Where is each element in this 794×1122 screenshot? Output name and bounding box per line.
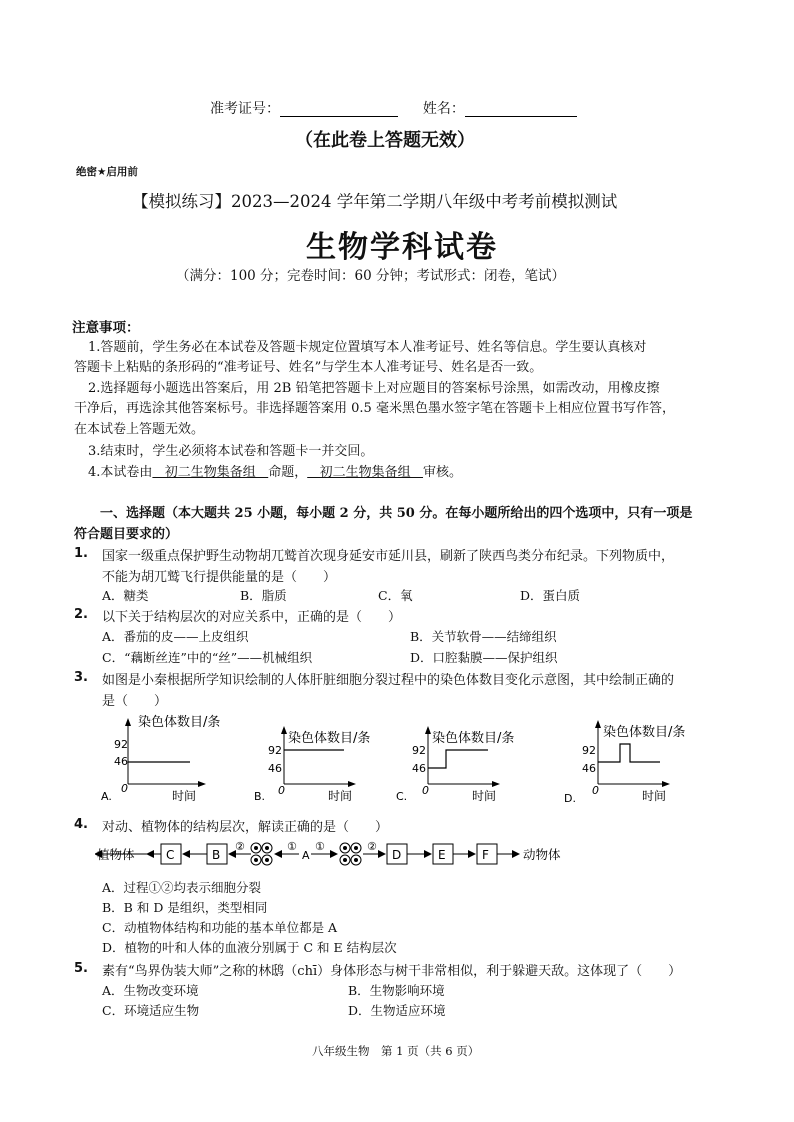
box-e-label: E <box>438 848 446 862</box>
graph-b-ylabel: 染色体数目/条 <box>288 731 371 746</box>
question-2-number: 2. <box>74 607 88 622</box>
graph-d-line <box>598 744 660 762</box>
question-3-stem-line-2: 是（ ） <box>102 694 168 709</box>
note-1-line-2: 答题卡上粘贴的条形码的“准考证号、姓名”与学生本人准考证号、姓名是否一致。 <box>74 360 543 375</box>
question-4-option-b[interactable]: B．B 和 D 是组织，类型相同 <box>102 900 268 915</box>
graph-a-tick-92: 92 <box>114 738 128 751</box>
question-3-option-b[interactable]: B. <box>254 790 266 803</box>
graph-d-tick-46: 46 <box>582 762 596 775</box>
graph-d-xlabel: 时间 <box>642 789 667 803</box>
box-d-label: D <box>392 848 402 862</box>
graph-b <box>254 726 370 803</box>
animal-body-label: 动物体 <box>523 847 561 862</box>
graph-c-xlabel: 时间 <box>472 789 497 803</box>
question-2-option-b[interactable]: B．关节软骨——结缔组织 <box>410 629 557 644</box>
graph-d <box>564 720 685 805</box>
question-1-stem-line-2: 不能为胡兀鹫飞行提供能量的是（ ） <box>102 570 337 585</box>
note-4-group-1: 初二生物集备组 <box>152 465 269 480</box>
exam-id-row <box>210 98 577 118</box>
question-1-option-d[interactable]: D．蛋白质 <box>520 588 581 603</box>
secret-label: 绝密★启用前 <box>76 166 138 178</box>
graph-c-tick-92: 92 <box>412 744 426 757</box>
step-2-right: ② <box>367 840 377 853</box>
exam-info: （满分：100 分；完卷时间：60 分钟；考试形式：闭卷，笔试） <box>176 268 566 284</box>
question-4-option-a[interactable]: A．过程①②均表示细胞分裂 <box>102 880 262 895</box>
cell-cluster-right-icon <box>340 843 361 865</box>
name-label: 姓名： <box>422 101 465 117</box>
section-1-heading-line-2: 符合题目要求的） <box>74 527 179 542</box>
graph-c <box>396 726 514 803</box>
question-2-option-c[interactable]: C．“藕断丝连”中的“丝”——机械组织 <box>102 650 313 665</box>
section-1-heading-line-1: 一、选择题（本大题共 25 小题，每小题 2 分，共 50 分。在每小题所给出的四个选项中，只有一项是 <box>100 506 693 521</box>
question-5-option-b[interactable]: B．生物影响环境 <box>348 983 445 998</box>
cell-cluster-left-icon <box>251 843 272 865</box>
question-5-stem-line-1: 素有“鸟界伪装大师”之称的林鸱（chī）身体形态与树干非常相似，利于躲避天敌。这体现了（ ） <box>102 964 682 979</box>
step-1-right: ① <box>315 840 325 853</box>
graph-a-xlabel: 时间 <box>172 789 197 803</box>
graph-c-tick-46: 46 <box>412 762 426 775</box>
question-4-option-d[interactable]: D．植物的叶和人体的血液分别属于 C 和 E 结构层次 <box>102 940 397 955</box>
note-4 <box>88 461 462 480</box>
graph-b-xlabel: 时间 <box>328 789 353 803</box>
step-2-left: ② <box>235 840 245 853</box>
box-c-label: C <box>166 848 175 862</box>
graph-b-tick-46: 46 <box>268 762 282 775</box>
question-1-stem-line-1: 国家一级重点保护野生动物胡兀鹫首次现身延安市延川县，刷新了陕西鸟类分布纪录。下列物质中， <box>102 549 675 564</box>
question-3-option-a[interactable]: A. <box>101 790 112 803</box>
note-4-mid: 命题， <box>268 465 308 480</box>
question-5-option-d[interactable]: D．生物适应环境 <box>348 1003 446 1018</box>
graph-d-ylabel: 染色体数目/条 <box>603 725 686 740</box>
graph-a-origin: 0 <box>121 782 128 795</box>
note-4-prefix: 4.本试卷由 <box>88 465 153 480</box>
box-f-label: F <box>482 848 489 862</box>
note-3: 3.结束时，学生必须将本试卷和答题卡一并交回。 <box>88 444 374 459</box>
graph-d-tick-92: 92 <box>582 744 596 757</box>
question-1-number: 1. <box>74 546 88 561</box>
graph-c-origin: 0 <box>422 784 429 797</box>
page-title: 生物学科试卷 <box>306 230 498 265</box>
question-3-option-d[interactable]: D. <box>564 792 576 805</box>
plant-body-label: 植物体 <box>97 847 135 862</box>
question-5-option-a[interactable]: A．生物改变环境 <box>102 983 199 998</box>
question-3-stem-line-1: 如图是小秦根据所学知识绘制的人体肝脏细胞分裂过程中的染色体数目变化示意图，其中绘制正确的 <box>102 673 675 688</box>
question-3-option-c[interactable]: C. <box>396 790 408 803</box>
note-4-group-2: 初二生物集备组 <box>307 465 424 480</box>
page-footer: 八年级生物 第 1 页（共 6 页） <box>312 1044 480 1058</box>
question-4-number: 4. <box>74 817 88 832</box>
box-b-label: B <box>212 848 221 862</box>
graph-a-tick-46: 46 <box>114 755 128 768</box>
question-4-stem-line-1: 对动、植物体的结构层次，解读正确的是（ ） <box>102 820 389 835</box>
question-1-option-c[interactable]: C．氧 <box>378 588 413 603</box>
question-1-option-a[interactable]: A．糖类 <box>102 588 149 603</box>
invalid-note: （在此卷上答题无效） <box>295 130 475 151</box>
notes-heading: 注意事项： <box>72 320 140 336</box>
question-5-number: 5. <box>74 961 88 976</box>
question-4-option-c[interactable]: C．动植物体结构和功能的基本单位都是 A <box>102 920 338 935</box>
question-3-number: 3. <box>74 670 88 685</box>
graph-d-origin: 0 <box>592 784 599 797</box>
question-2-option-d[interactable]: D．口腔黏膜——保护组织 <box>410 650 558 665</box>
graph-b-tick-92: 92 <box>268 744 282 757</box>
graph-c-ylabel: 染色体数目/条 <box>432 731 515 746</box>
graph-a <box>101 714 220 803</box>
question-1-option-b[interactable]: B．脂质 <box>240 588 287 603</box>
question-2-option-a[interactable]: A．番茄的皮——上皮组织 <box>102 629 249 644</box>
graph-c-line <box>428 750 488 768</box>
exam-title-line: 【模拟练习】2023—2024 学年第二学期八年级中考考前模拟测试 <box>132 192 618 211</box>
note-2-line-2: 干净后，再选涂其他答案标号。非选择题答案用 0.5 毫米黑色墨水签字笔在答题卡上相应位置书写作答， <box>74 401 675 416</box>
exam-id-field[interactable] <box>280 102 398 117</box>
graph-a-ylabel: 染色体数目/条 <box>138 715 221 730</box>
question-2-stem-line-1: 以下关于结构层次的对应关系中，正确的是（ ） <box>102 610 402 625</box>
graph-b-origin: 0 <box>278 784 285 797</box>
note-2-line-1: 2.选择题每小题选出答案后，用 2B 铅笔把答题卡上对应题目的答案标号涂黑，如需改动，用橡皮擦 <box>88 381 660 396</box>
note-1-line-1: 1.答题前，学生务必在本试卷及答题卡规定位置填写本人准考证号、姓名等信息。学生要认真核对 <box>88 340 647 355</box>
step-1-left: ① <box>287 840 297 853</box>
question-3-graphs <box>0 710 794 810</box>
note-2-line-3: 在本试卷上答题无效。 <box>74 422 205 437</box>
exam-id-label: 准考证号： <box>210 101 280 117</box>
question-5-option-c[interactable]: C．环境适应生物 <box>102 1003 200 1018</box>
name-field[interactable] <box>465 102 577 117</box>
structure-chain-diagram <box>95 836 595 872</box>
note-4-suffix: 审核。 <box>423 465 463 480</box>
center-cell-label: A <box>302 849 310 862</box>
